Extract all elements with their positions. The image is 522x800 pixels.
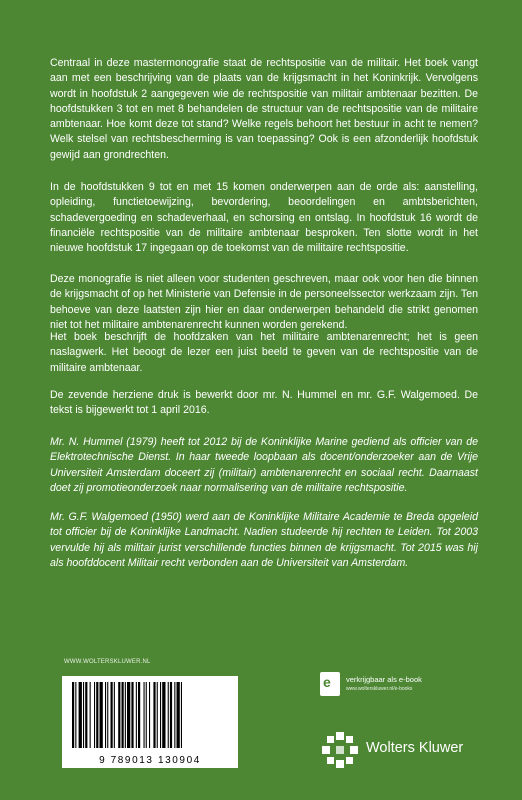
barcode-digits: 9 789013 130904 [99,755,201,766]
ebook-notice [320,672,480,696]
paragraph-5: De zevende herziene druk is bewerkt door mr. N. Hummel en mr. G.F. Walgemoed. De tekst is bijgewerkt tot 1 april 2016. [50,389,478,417]
publisher-logo [318,728,488,772]
paragraph-1: Centraal in deze mastermonografie staat de rechtspositie van de militair. Het boek vangt aan met een beschrijving van de plaats van de krijgsmacht in het Koninkrijk. Vervolgens wordt in hoofdstuk 2 aangegeven wie de rechtspositie van militair ambtenaar bezitten. De hoofdstukken 3 tot en met 8 behandelen de structuur van de rechtspositie van de militaire ambtenaar. Hoe komt deze tot stand? Welke regels behoort het bestuur in acht te nemen? Welk stelsel van rechtsbescherming is van toepassing? Ook is een afzonderlijk hoofdstuk gewijd aan grondrechten. [50,57,478,161]
barcode [62,676,238,768]
wolters-kluwer-logo-icon [318,728,362,772]
author-bio-hummel [50,435,478,496]
edition-paragraph [50,388,478,419]
ebook-title: verkrijgbaar als e-book [346,675,422,684]
paragraph-7: Mr. G.F. Walgemoed (1950) werd aan de Koninklijke Militaire Academie te Breda opgeleid tot officier bij de Koninklijke Landmacht. Nadien studeerde hij rechten te Leiden. Tot 2003 vervulde hij als militair jurist verschillende functies binnen de krijgsmacht. Tot 2015 was hij als hoofddocent Militair recht verbonden aan de Universiteit van Amsterdam. [50,511,478,569]
author-bio-walgemoed [50,510,478,571]
publisher-url: WWW.WOLTERSKLUWER.NL [64,659,151,665]
paragraph-2: In de hoofdstukken 9 tot en met 15 komen onderwerpen aan de orde als: aanstelling, opleiding, functietoewijzing, bevordering, beoordelingen en ambtsberichten, schadevergoeding en schadeverhaal, en schorsing en ontslag. In hoofdstuk 16 wordt de financiële rechtspositie van de militaire ambtenaar besproken. Ten slotte wordt in het nieuwe hoofdstuk 17 ingegaan op de toekomst van de militaire rechtspositie. [50,181,478,255]
chapters-paragraph [50,180,478,256]
ebook-url: www.wolterskluwer.nl/e-books [346,686,413,692]
audience-paragraph [50,272,478,333]
paragraph-6: Mr. N. Hummel (1979) heeft tot 2012 bij de Koninklijke Marine gediend als officier van de Elektrotechnische Dienst. In haar tweede loopbaan als docent/onderzoeker aan de Vrije Universiteit Amsterdam doceert zij (militair) ambtenarenrecht en sociaal recht. Daarnaast doet zij promotieonderzoek naar normalisering van de militaire rechtspositie. [50,436,478,494]
ebook-icon [320,672,340,696]
paragraph-3: Deze monografie is niet alleen voor studenten geschreven, maar ook voor hen die binnen de krijgsmacht of op het Ministerie van Defensie in de personeelssector werkzaam zijn. Ten behoeve van deze laatsten zijn hier en daar onderwerpen behandeld die strikt genomen niet tot het militaire ambtenarenrecht kunnen worden gerekend. [50,273,478,331]
barcode-bars [62,676,238,756]
scope-paragraph [50,330,478,376]
intro-paragraph [50,56,478,163]
ebook-badge-letter: e [323,674,331,690]
paragraph-4: Het boek beschrijft de hoofdzaken van het militaire ambtenarenrecht; het is geen naslagwerk. Het beoogt de lezer een juist beeld te geven van de rechtspositie van de militaire ambtenaar. [50,331,478,374]
publisher-name: Wolters Kluwer [366,740,464,756]
